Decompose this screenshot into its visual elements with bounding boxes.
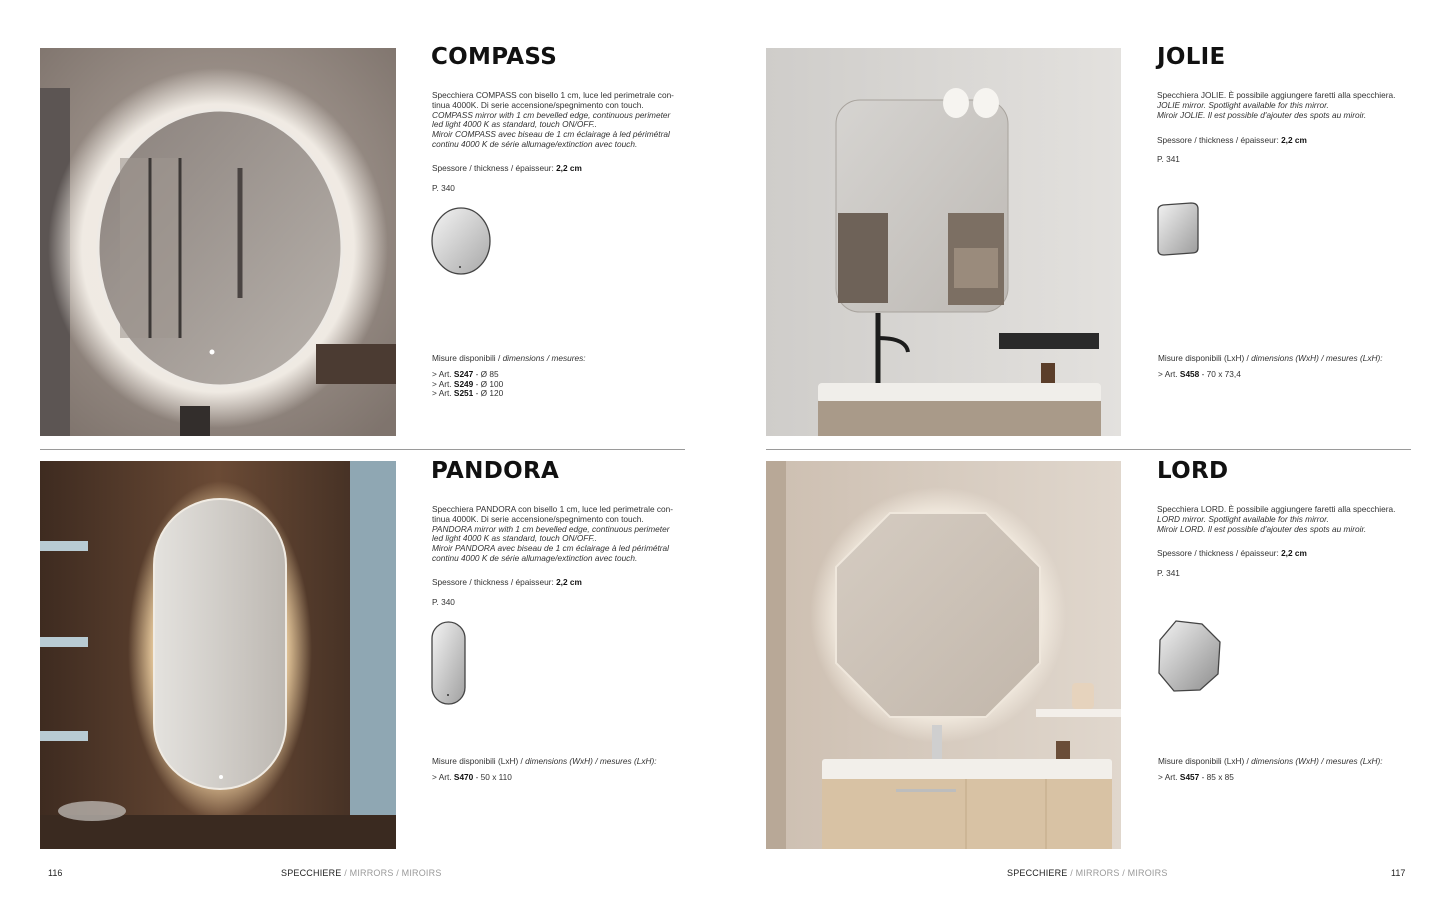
desc-line: continu 4000 K de série allumage/extinction avec touch. [432,552,638,563]
jolie-measures [1158,354,1383,380]
lord-thickness [1157,548,1307,558]
thickness-value: 2,2 cm [1281,135,1307,145]
desc-line: led light 4000 K as standard, touch ON/OFF.. [432,119,597,130]
lord-description [1157,505,1415,534]
desc-line: Specchiera LORD. È possibile aggiungere faretti alla specchiera. [1157,504,1396,514]
article-row: > Art. S249 - Ø 100 [432,378,504,389]
lord-measures [1158,757,1383,783]
thickness-value: 2,2 cm [556,163,582,173]
lord-title: LORD [1157,458,1229,484]
right-divider [766,449,1411,450]
desc-line: Specchiera COMPASS con bisello 1 cm, luce led perimetrale con- [432,90,674,100]
measures-heading: Misure disponibili / dimensions / mesures: [432,353,586,363]
thickness-label: Spessore / thickness / épaisseur: [432,577,557,587]
lord-octagon-mirror-icon [1156,618,1224,694]
desc-line: LORD mirror. Spotlight available for this mirror. [1157,513,1329,524]
jolie-square-mirror-icon [1155,200,1201,258]
thickness-label: Spessore / thickness / épaisseur: [1157,135,1282,145]
article-row: > Art. S458 - 70 x 73,4 [1158,368,1241,379]
desc-line: Miroir PANDORA avec biseau de 1 cm éclairage à led périmétral [432,543,670,554]
desc-line: tinua 4000K. Di serie accensione/spegnimento con touch. [432,99,644,110]
desc-line: Miroir COMPASS avec biseau de 1 cm éclairage à led périmétral [432,129,670,140]
desc-line: led light 4000 K as standard, touch ON/OFF.. [432,533,597,544]
measures-heading: Misure disponibili (LxH) / dimensions (WxH) / mesures (LxH): [432,756,657,766]
lord-photo [766,461,1121,849]
pandora-thickness [432,577,582,587]
thickness-value: 2,2 cm [1281,548,1307,558]
thickness-value: 2,2 cm [556,577,582,587]
left-section-label: SPECCHIERE / MIRRORS / MIROIRS [281,868,442,878]
measures-heading: Misure disponibili (LxH) / dimensions (WxH) / mesures (LxH): [1158,756,1383,766]
left-page-number: 116 [48,868,63,878]
pandora-title: PANDORA [431,458,560,484]
compass-round-mirror-icon [430,206,492,276]
measures-heading: Misure disponibili (LxH) / dimensions (WxH) / mesures (LxH): [1158,353,1383,363]
desc-line: tinua 4000K. Di serie accensione/spegnimento con touch. [432,513,644,524]
article-row: > Art. S457 - 85 x 85 [1158,771,1234,782]
desc-line: Specchiera JOLIE. È possibile aggiungere faretti alla specchiera. [1157,90,1396,100]
left-divider [40,449,685,450]
jolie-description [1157,91,1415,120]
pandora-description [432,505,690,564]
desc-line: COMPASS mirror with 1 cm bevelled edge, continuous perimeter [432,109,671,120]
jolie-page-ref: P. 341 [1157,154,1180,164]
pandora-photo [40,461,396,849]
desc-line: JOLIE mirror. Spotlight available for this mirror. [1157,99,1329,110]
article-row: > Art. S470 - 50 x 110 [432,771,512,782]
pandora-oval-mirror-icon [430,620,468,706]
right-page-number: 117 [1391,868,1406,878]
desc-line: Miroir JOLIE. Il est possible d'ajouter des spots au miroir. [1157,109,1367,120]
right-section-label: SPECCHIERE / MIRRORS / MIROIRS [1007,868,1168,878]
compass-description [432,91,690,150]
lord-page-ref: P. 341 [1157,568,1180,578]
compass-measures [432,354,586,399]
pandora-measures [432,757,657,783]
compass-page-ref: P. 340 [432,183,455,193]
article-row: > Art. S247 - Ø 85 [432,368,499,379]
thickness-label: Spessore / thickness / épaisseur: [1157,548,1282,558]
pandora-page-ref: P. 340 [432,597,455,607]
desc-line: PANDORA mirror with 1 cm bevelled edge, continuous perimeter [432,523,670,534]
jolie-title: JOLIE [1157,44,1226,70]
thickness-label: Spessore / thickness / épaisseur: [432,163,557,173]
article-row: > Art. S251 - Ø 120 [432,388,504,399]
jolie-photo [766,48,1121,436]
compass-thickness [432,163,582,173]
compass-photo [40,48,396,436]
jolie-thickness [1157,135,1307,145]
compass-title: COMPASS [431,44,558,70]
desc-line: Specchiera PANDORA con bisello 1 cm, luce led perimetrale con- [432,504,674,514]
desc-line: continu 4000 K de série allumage/extinction avec touch. [432,138,638,149]
desc-line: Miroir LORD. Il est possible d'ajouter des spots au miroir. [1157,523,1367,534]
